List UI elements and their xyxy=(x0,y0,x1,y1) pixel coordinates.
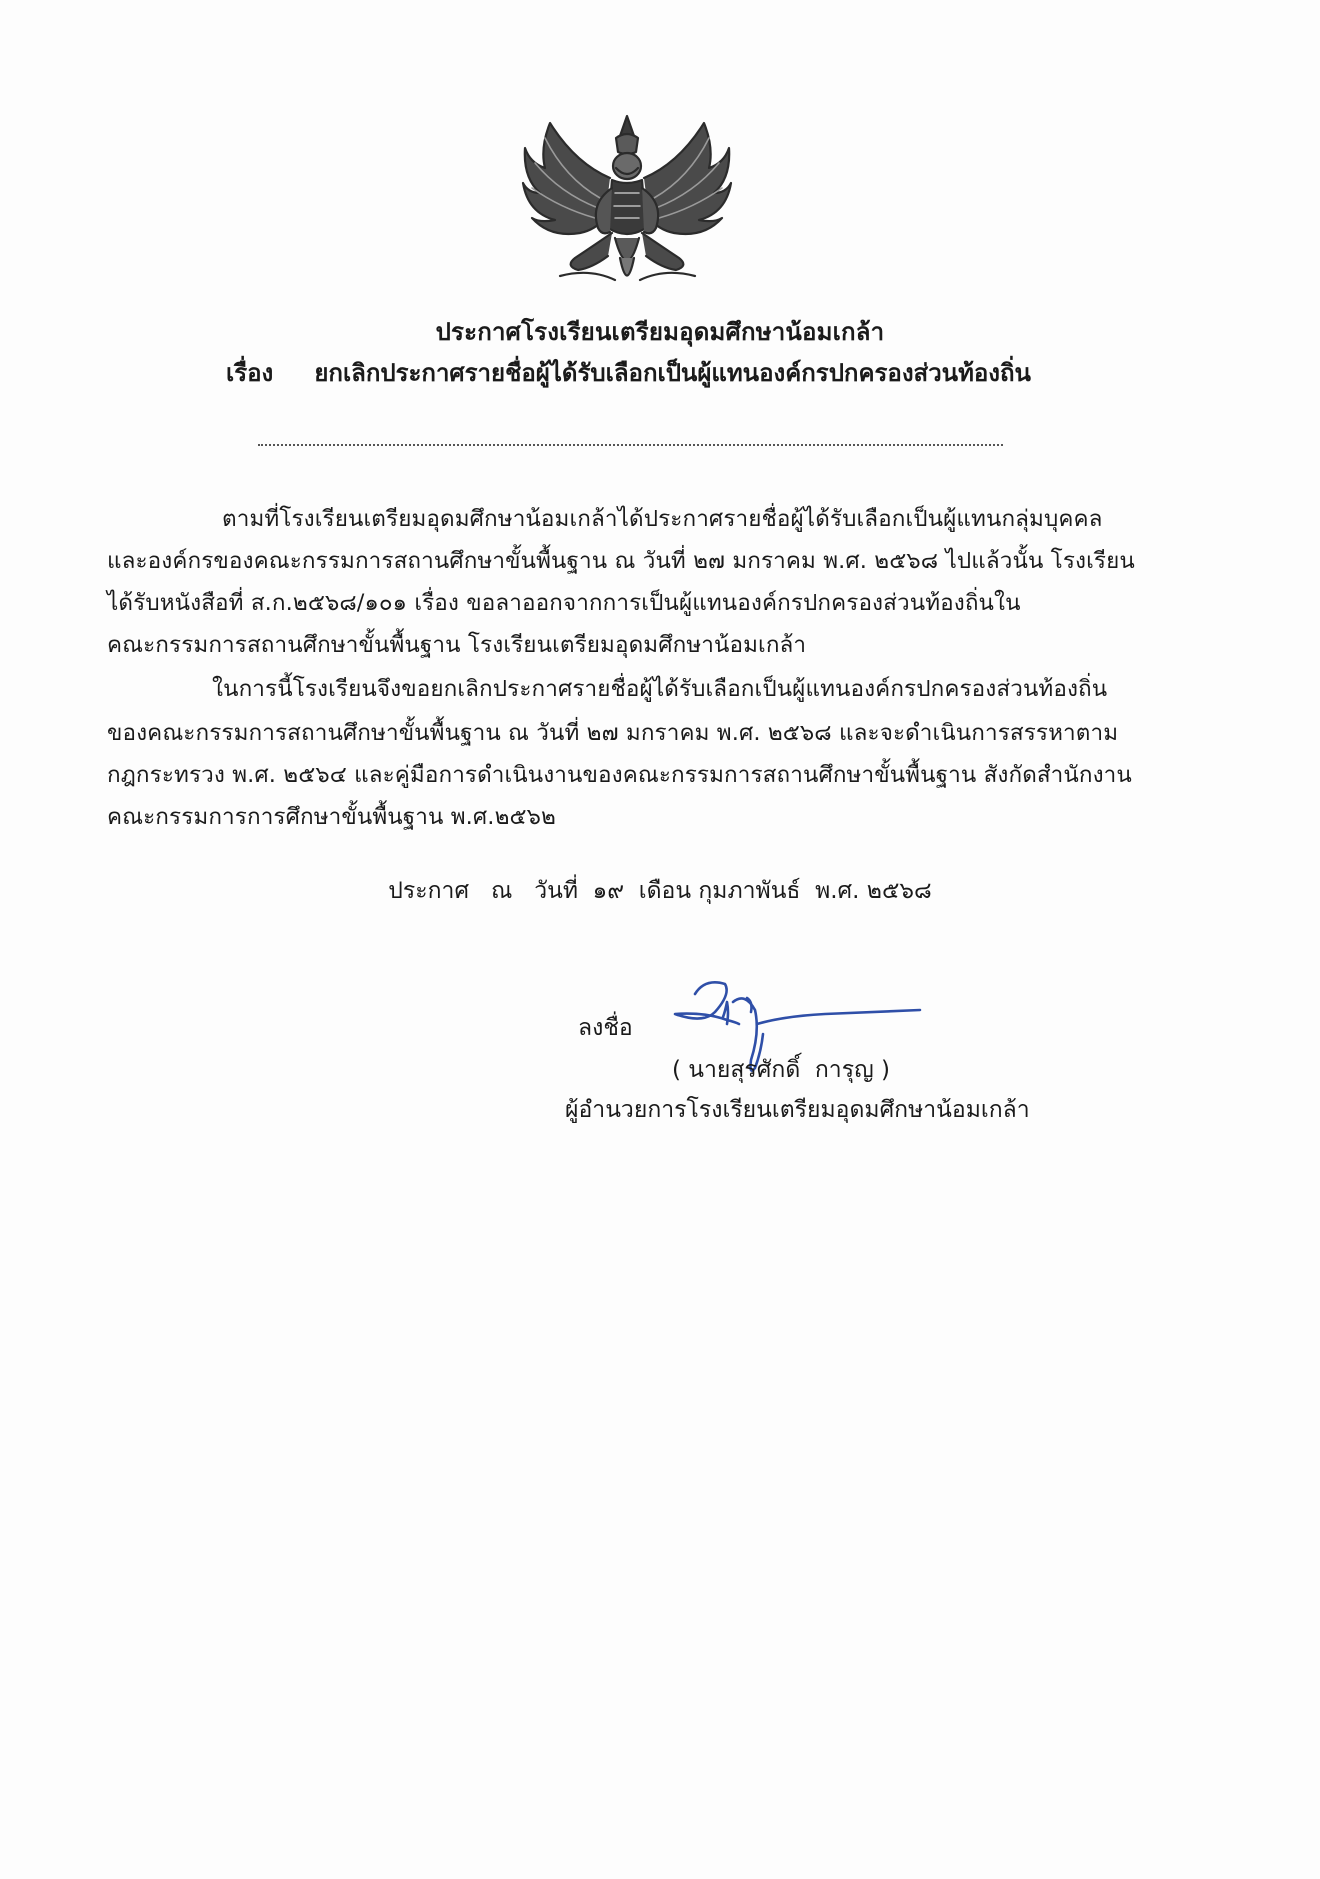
announcement-date: ประกาศ ณ วันที่ ๑๙ เดือน กุมภาพันธ์ พ.ศ. ๒๕๖๘ xyxy=(388,878,932,904)
subject-text: ยกเลิกประกาศรายชื่อผู้ได้รับเลือกเป็นผู้แทนองค์กรปกครองส่วนท้องถิ่น xyxy=(314,359,1031,387)
announcement-title: ประกาศโรงเรียนเตรียมอุดมศึกษาน้อมเกล้า xyxy=(435,318,885,346)
signer-position: ผู้อำนวยการโรงเรียนเตรียมอุดมศึกษาน้อมเกล้า xyxy=(565,1097,1030,1123)
paragraph1-line: ได้รับหนังสือที่ ส.ก.๒๕๖๘/๑๐๑ เรื่อง ขอลาออกจากการเป็นผู้แทนองค์กรปกครองส่วนท้องถิ่นใน xyxy=(107,590,1021,616)
paragraph2-line: ในการนี้โรงเรียนจึงขอยกเลิกประกาศรายชื่อผู้ได้รับเลือกเป็นผู้แทนองค์กรปกครองส่วนท้องถิ่น xyxy=(212,676,1108,702)
paragraph2-line: กฎกระทรวง พ.ศ. ๒๕๖๔ และคู่มือการดำเนินงานของคณะกรรมการสถานศึกษาขั้นพื้นฐาน สังกัดสำนักงาน xyxy=(107,762,1132,788)
divider xyxy=(258,444,1003,446)
paragraph2-line: ของคณะกรรมการสถานศึกษาขั้นพื้นฐาน ณ วันที่ ๒๗ มกราคม พ.ศ. ๒๕๖๘ และจะดำเนินการสรรหาตาม xyxy=(107,720,1119,746)
subject-label: เรื่อง xyxy=(226,359,274,387)
signer-name: ( นายสุรศักดิ์ การุญ ) xyxy=(672,1057,890,1083)
paragraph1-line: คณะกรรมการสถานศึกษาขั้นพื้นฐาน โรงเรียนเตรียมอุดมศึกษาน้อมเกล้า xyxy=(107,632,807,658)
garuda-emblem-icon xyxy=(520,108,735,298)
subject-line xyxy=(226,353,1031,392)
sign-label: ลงชื่อ xyxy=(578,1015,633,1041)
paragraph1-line: ตามที่โรงเรียนเตรียมอุดมศึกษาน้อมเกล้าได้ประกาศรายชื่อผู้ได้รับเลือกเป็นผู้แทนกลุ่มบุคคล xyxy=(222,506,1103,532)
paragraph2-line: คณะกรรมการการศึกษาขั้นพื้นฐาน พ.ศ.๒๕๖๒ xyxy=(107,804,556,830)
paragraph1-line: และองค์กรของคณะกรรมการสถานศึกษาขั้นพื้นฐาน ณ วันที่ ๒๗ มกราคม พ.ศ. ๒๕๖๘ ไปแล้วนั้น โรงเรียน xyxy=(107,548,1135,574)
